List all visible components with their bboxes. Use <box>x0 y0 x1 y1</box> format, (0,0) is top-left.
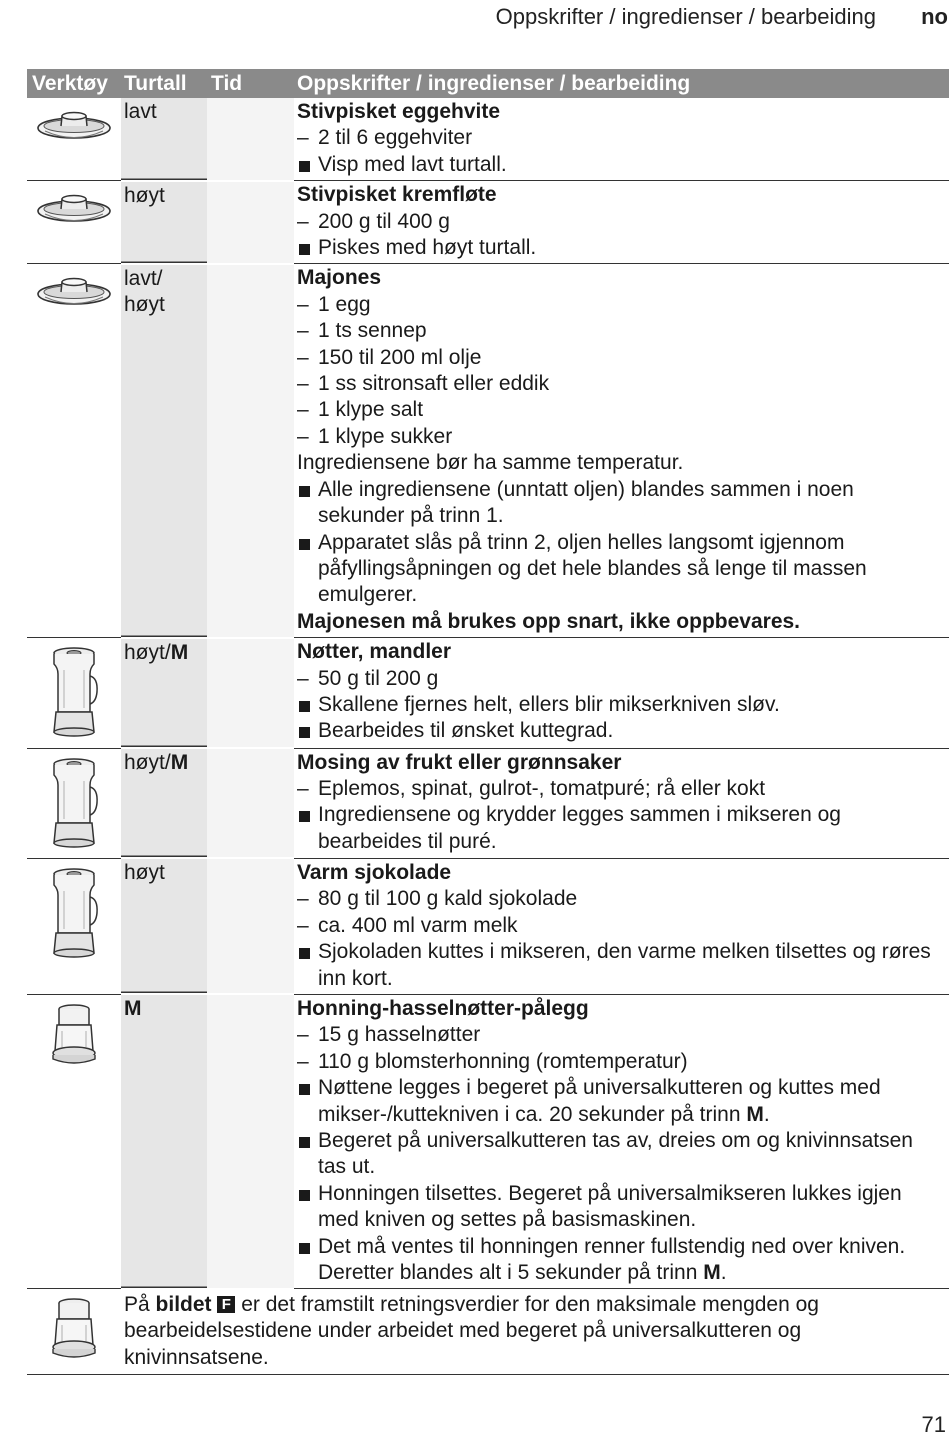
recipe-title: Stivpisket kremfløte <box>297 183 497 207</box>
time-cell <box>207 638 294 748</box>
instruction-item <box>297 802 945 855</box>
item-text: 2 til 6 eggehviter <box>318 126 473 150</box>
ingredient-item <box>297 209 945 235</box>
item-text: Bearbeides til ønsket kuttegrad. <box>318 719 614 743</box>
item-text: Apparatet slås på trinn 2, oljen helles langsomt igjennom påfyllingsåpningen og det hele blandes så lenge til massen emulgerer. <box>318 530 867 607</box>
instruction-item <box>297 1075 945 1128</box>
item-text: 110 g blomsterhonning (romtemperatur) <box>318 1049 688 1073</box>
time-cell <box>207 264 294 638</box>
speed-label: høyt <box>124 183 165 207</box>
time-cell <box>207 98 294 181</box>
item-text: Eplemos, spinat, gulrot-, tomatpuré; rå eller kokt <box>318 776 766 800</box>
header-language: no <box>921 4 948 29</box>
recipe-cell <box>294 994 949 1288</box>
item-text: 1 ts sennep <box>318 319 427 343</box>
instruction-item <box>297 692 945 718</box>
whisk-disc-icon <box>35 104 113 144</box>
speed-cell <box>121 994 207 1288</box>
instruction-item <box>297 1128 945 1181</box>
speed-cell <box>121 98 207 181</box>
instruction-item <box>297 939 945 992</box>
dash-marker: – <box>297 776 309 800</box>
recipe-title: Honning-hasselnøtter-pålegg <box>297 996 589 1020</box>
item-text: Piskes med høyt turtall. <box>318 236 537 260</box>
instruction-item <box>297 477 945 530</box>
item-text: 1 egg <box>318 292 371 316</box>
recipe-title: Varm sjokolade <box>297 860 452 884</box>
note-bold: bildet <box>155 1292 212 1316</box>
recipe-table <box>27 69 949 1375</box>
tool-cell <box>27 1289 121 1375</box>
dash-marker: – <box>297 126 309 150</box>
header-title: Oppskrifter / ingredienser / bearbeiding <box>495 4 876 29</box>
tool-cell <box>27 858 121 994</box>
blender-jug-icon <box>48 644 100 740</box>
item-text: 150 til 200 ml olje <box>318 345 482 369</box>
dash-marker: – <box>297 398 309 422</box>
ingredient-item <box>297 666 945 692</box>
instruction-item <box>297 1181 945 1234</box>
item-text: 80 g til 100 g kald sjokolade <box>318 887 578 911</box>
speed-label: lavt/ <box>124 266 163 290</box>
tool-cell <box>27 264 121 638</box>
item-text: Sjokoladen kuttes i mikseren, den varme melken tilsettes og røres inn kort. <box>318 940 931 990</box>
recipe-note: Ingrediensene bør ha samme temperatur. <box>297 451 684 475</box>
ingredient-item <box>297 125 945 151</box>
ingredient-item <box>297 397 945 423</box>
speed-cell <box>121 858 207 994</box>
speed-label: lavt <box>124 100 157 123</box>
dash-marker: – <box>297 913 309 937</box>
time-cell <box>207 858 294 994</box>
instruction-item <box>297 530 945 609</box>
item-text: 1 ss sitronsaft eller eddik <box>318 372 550 396</box>
recipe-warning: Majonesen må brukes opp snart, ikke oppbevares. <box>297 609 801 633</box>
dash-marker: – <box>297 319 309 343</box>
note-row <box>27 1289 949 1375</box>
ingredient-item <box>297 318 945 344</box>
dash-marker: – <box>297 1049 309 1073</box>
speed-label: høyt <box>124 293 165 317</box>
column-header-speed: Turtall <box>121 69 207 98</box>
time-cell <box>207 748 294 858</box>
dash-marker: – <box>297 666 309 690</box>
dash-marker: – <box>297 345 309 369</box>
tool-cell <box>27 994 121 1288</box>
table-row <box>27 638 949 748</box>
instruction-item <box>297 152 945 178</box>
tool-cell <box>27 638 121 748</box>
ingredient-item <box>297 345 945 371</box>
ingredient-item <box>297 1049 945 1075</box>
note-text <box>121 1289 949 1375</box>
item-text: Honningen tilsettes. Begeret på universalmikseren lukkes igjen med kniven og settes på basismaskinen. <box>318 1181 902 1232</box>
item-text: 200 g til 400 g <box>318 209 450 233</box>
recipe-title: Nøtter, mandler <box>297 640 452 664</box>
ingredient-item <box>297 292 945 318</box>
speed-label: høyt <box>124 861 165 885</box>
ingredient-item <box>297 776 945 802</box>
speed-label: høyt/ <box>124 640 171 664</box>
ingredient-item <box>297 886 945 912</box>
instruction-item <box>297 235 945 261</box>
speed-cell <box>121 264 207 638</box>
universal-cutter-icon <box>48 1001 100 1065</box>
column-header-tool: Verktøy <box>27 69 121 98</box>
recipe-cell <box>294 181 949 264</box>
speed-label: M <box>124 997 142 1021</box>
item-text: Skallene fjernes helt, ellers blir mikserkniven sløv. <box>318 692 780 716</box>
dash-marker: – <box>297 209 309 233</box>
recipe-cell <box>294 858 949 994</box>
item-text: 15 g hasselnøtter <box>318 1023 481 1047</box>
page-number: 71 <box>921 1412 946 1437</box>
item-text: 1 klype sukker <box>318 424 453 448</box>
whisk-disc-icon <box>35 187 113 227</box>
speed-cell <box>121 181 207 264</box>
universal-cutter-icon <box>48 1295 100 1359</box>
dash-marker: – <box>297 292 309 316</box>
item-text: 1 klype salt <box>318 398 424 422</box>
item-text: Nøttene legges i begeret på universalkutteren og kuttes med mikser-/kuttekniven i ca. 20 sekunder på trinn <box>318 1076 881 1126</box>
whisk-disc-icon <box>35 270 113 310</box>
dash-marker: – <box>297 887 309 911</box>
dash-marker: – <box>297 1023 309 1047</box>
speed-level-m: M <box>170 751 189 775</box>
speed-cell <box>121 748 207 858</box>
item-text: Visp med lavt turtall. <box>318 152 507 176</box>
table-row <box>27 181 949 264</box>
recipe-cell <box>294 638 949 748</box>
ingredient-item <box>297 913 945 939</box>
ingredient-item <box>297 371 945 397</box>
column-header-time: Tid <box>207 69 294 98</box>
ingredient-item <box>297 1022 945 1048</box>
item-text: Alle ingrediensene (unntatt oljen) blandes sammen i noen sekunder på trinn 1. <box>318 477 854 528</box>
item-text: Begeret på universalkutteren tas av, dreies om og knivinnsatsen tas ut. <box>318 1129 913 1179</box>
table-row <box>27 98 949 181</box>
item-text: ca. 400 ml varm melk <box>318 913 518 937</box>
speed-level-m: M <box>746 1102 764 1126</box>
ingredient-item <box>297 424 945 450</box>
recipe-table-body <box>27 98 949 1375</box>
recipe-cell <box>294 98 949 181</box>
figure-badge: F <box>217 1296 235 1313</box>
speed-level-m: M <box>703 1261 721 1285</box>
tool-cell <box>27 98 121 181</box>
table-row <box>27 994 949 1288</box>
speed-level-m: M <box>170 640 189 664</box>
tool-cell <box>27 181 121 264</box>
table-row <box>27 858 949 994</box>
note-prefix: På <box>124 1292 156 1316</box>
item-text: Ingrediensene og krydder legges sammen i mikseren og bearbeides til puré. <box>318 803 841 853</box>
time-cell <box>207 181 294 264</box>
recipe-title: Stivpisket eggehvite <box>297 100 501 123</box>
instruction-item <box>297 718 945 744</box>
recipe-title: Mosing av frukt eller grønnsaker <box>297 750 622 774</box>
blender-jug-icon <box>48 755 100 851</box>
instruction-item <box>297 1234 945 1287</box>
recipe-title: Majones <box>297 266 382 290</box>
tool-cell <box>27 748 121 858</box>
item-suffix: . <box>763 1102 770 1126</box>
dash-marker: – <box>297 372 309 396</box>
recipe-cell <box>294 264 949 638</box>
recipe-cell <box>294 748 949 858</box>
item-text: 50 g til 200 g <box>318 666 439 690</box>
column-header-recipe: Oppskrifter / ingredienser / bearbeiding <box>294 69 949 98</box>
table-row <box>27 264 949 638</box>
speed-cell <box>121 638 207 748</box>
page-header <box>0 4 950 30</box>
item-text: Det må ventes til honningen renner fullstendig ned over kniven. Deretter blandes alt i 5 sekunder på trinn <box>318 1234 906 1285</box>
item-suffix: . <box>720 1261 727 1285</box>
blender-jug-icon <box>48 865 100 961</box>
table-row <box>27 748 949 858</box>
speed-label: høyt/ <box>124 751 171 775</box>
note-body: er det framstilt retningsverdier for den maksimale mengden og bearbeidelsestidene under arbeidet med begeret på universalkutteren og knivinnsatsene. <box>124 1292 819 1369</box>
time-cell <box>207 994 294 1288</box>
dash-marker: – <box>297 424 309 448</box>
table-header-row <box>27 69 949 98</box>
